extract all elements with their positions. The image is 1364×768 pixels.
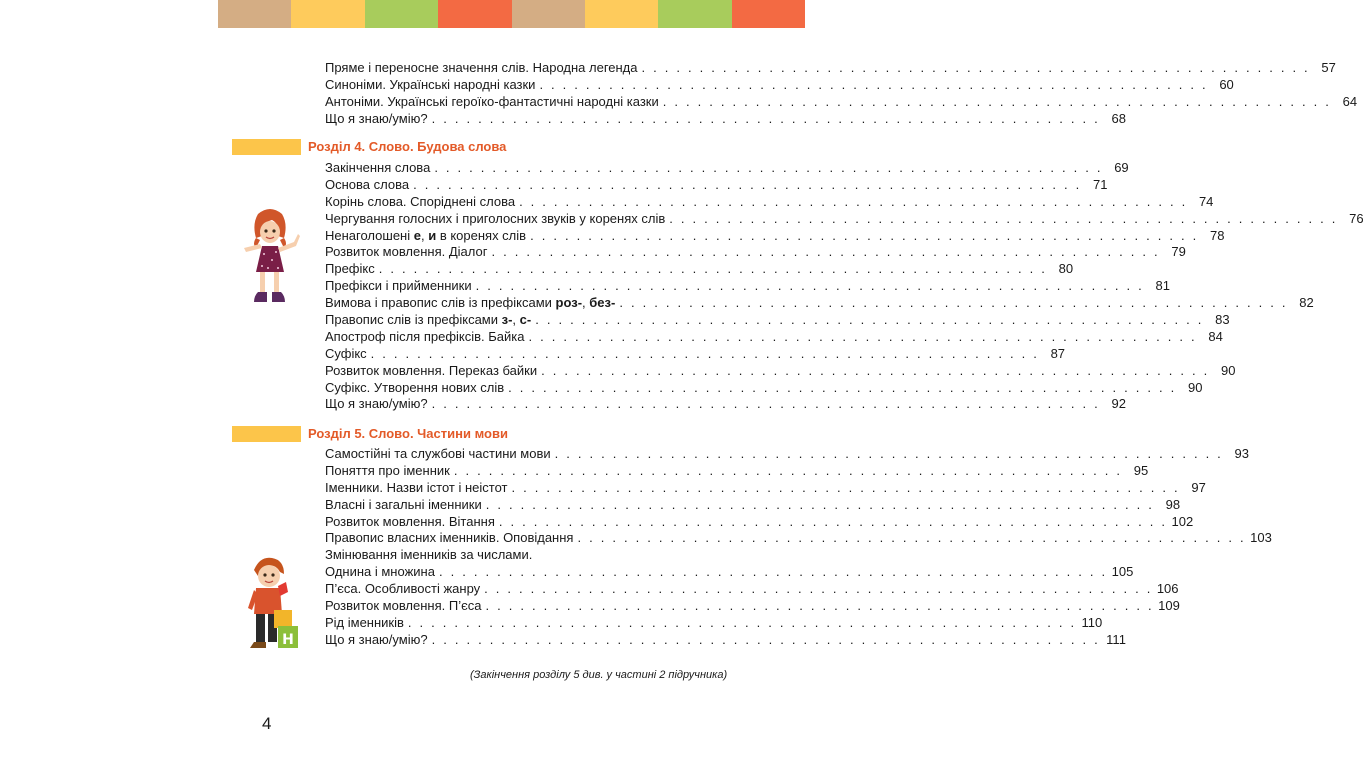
toc-entry-page: 69	[1114, 160, 1129, 175]
toc-entry-part: ,	[512, 312, 520, 328]
toc-entry[interactable]	[325, 244, 1186, 261]
leader-dots: . . . . . . . . . . . . . . . . . . . . . . . . . . . . . . . . . . . . . . . . . . . . . . . . . . . . . . . . . .	[530, 227, 1199, 243]
leader-dots: . . . . . . . . . . . . . . . . . . . . . . . . . . . . . . . . . . . . . . . . . . . . . . . . . . . . . . . . . .	[508, 379, 1177, 395]
toc-entry-page: 106	[1156, 581, 1179, 597]
toc-entry-title: Що я знаю/умію?	[325, 396, 428, 412]
leader-dots: . . . . . . . . . . . . . . . . . . . . . . . . . . . . . . . . . . . . . . . . . . . . . . . . . . . . . . . . . .	[413, 176, 1082, 192]
leader-dots: . . . . . . . . . . . . . . . . . . . . . . . . . . . . . . . . . . . . . . . . . . . . . . . . . . . . . . . . . .	[511, 479, 1180, 495]
toc-entry-page: 97	[1191, 479, 1206, 495]
toc-entry-label: Змінювання іменників за числами.	[325, 547, 533, 563]
toc-entry-page: 74	[1198, 193, 1214, 209]
leader-dots: . . . . . . . . . . . . . . . . . . . . . . . . . . . . . . . . . . . . . . . . . . . . . . . . . . . . . . . . . .	[438, 564, 1108, 580]
stripe-segment	[658, 0, 731, 28]
toc-entry-title: Поняття про іменник	[325, 462, 450, 478]
toc-entry[interactable]	[325, 345, 1066, 363]
stripe-segment	[365, 0, 438, 28]
toc-entry-page: 84	[1208, 328, 1223, 344]
toc-entry-page: 83	[1215, 312, 1230, 328]
leader-dots: . . . . . . . . . . . . . . . . . . . . . . . . . . . . . . . . . . . . . . . . . . . . . . . . . . . . . . . . . .	[485, 496, 1155, 512]
leader-dots: . . . . . . . . . . . . . . . . . . . . . . . . . . . . . . . . . . . . . . . . . . . . . . . . . . . . . . . . . .	[475, 278, 1144, 294]
leader-dots: . . . . . . . . . . . . . . . . . . . . . . . . . . . . . . . . . . . . . . . . . . . . . . . . . . . . . . . . . .	[491, 244, 1160, 260]
leader-dots: . . . . . . . . . . . . . . . . . . . . . . . . . . . . . . . . . . . . . . . . . . . . . . . . . . . . . . . . . .	[498, 513, 1168, 529]
toc-entry-page: 90	[1188, 379, 1203, 395]
toc-entry[interactable]	[325, 110, 1126, 128]
toc-entry-title	[325, 295, 615, 312]
toc-entry[interactable]	[325, 614, 1103, 632]
toc-entry-part: ,	[582, 295, 590, 311]
toc-entry-bold-part: з-	[501, 312, 513, 328]
stripe-segment	[218, 0, 291, 28]
toc-entry-title	[325, 312, 531, 329]
toc-list-section-5	[325, 446, 1272, 649]
toc-entry-bold-part: и	[428, 227, 437, 243]
toc-entry-part: в коренях слів	[436, 227, 527, 243]
toc-entry-bold-part: роз-	[555, 295, 583, 311]
toc-entry-title: Іменники. Назви істот і неістот	[325, 479, 508, 495]
toc-entry-page: 111	[1106, 631, 1126, 647]
leader-dots: . . . . . . . . . . . . . . . . . . . . . . . . . . . . . . . . . . . . . . . . . . . . . . . . . . . . . . . . . .	[431, 110, 1100, 126]
toc-entry-title: Закінчення слова	[325, 160, 431, 175]
toc-entry[interactable]	[325, 396, 1126, 413]
decorative-color-stripe	[218, 0, 805, 28]
stripe-segment	[732, 0, 805, 28]
toc-entry-page: 80	[1058, 261, 1074, 277]
toc-entry[interactable]	[325, 295, 1314, 312]
toc-entry-title: Власні і загальні іменники	[325, 496, 482, 512]
toc-entry-page: 71	[1092, 176, 1108, 192]
toc-entry-title: Правопис власних іменників. Оповідання	[325, 530, 574, 546]
toc-entry[interactable]	[325, 328, 1223, 346]
toc-entry-title: Апостроф після префіксів. Байка	[325, 328, 525, 344]
toc-entry[interactable]	[325, 312, 1230, 329]
stripe-segment	[291, 0, 364, 28]
stripe-segment	[585, 0, 658, 28]
leader-dots: . . . . . . . . . . . . . . . . . . . . . . . . . . . . . . . . . . . . . . . . . . . . . . . . . . . . . . . . . .	[485, 598, 1154, 614]
toc-entry[interactable]	[325, 93, 1358, 111]
leader-dots: . . . . . . . . . . . . . . . . . . . . . . . . . . . . . . . . . . . . . . . . . . . . . . . . . . . . . . . . . .	[370, 345, 1040, 361]
toc-entry-title: Однина і множина	[325, 564, 435, 580]
leader-dots: . . . . . . . . . . . . . . . . . . . . . . . . . . . . . . . . . . . . . . . . . . . . . . . . . . . . . . . . . .	[619, 295, 1288, 311]
boy-illustration	[240, 556, 302, 652]
toc-entry[interactable]	[325, 462, 1149, 480]
toc-entry-title: Що я знаю/умію?	[325, 631, 428, 647]
toc-entry[interactable]	[325, 598, 1180, 615]
toc-entry-title: Розвиток мовлення. Діалог	[325, 244, 488, 260]
leader-dots: . . . . . . . . . . . . . . . . . . . . . . . . . . . . . . . . . . . . . . . . . . . . . . . . . . . . . . . . . .	[484, 581, 1153, 597]
stripe-segment	[512, 0, 585, 28]
toc-entry-page: 68	[1111, 110, 1126, 126]
toc-entry[interactable]	[325, 362, 1236, 380]
toc-entry-title: Суфікс	[325, 345, 367, 361]
leader-dots: . . . . . . . . . . . . . . . . . . . . . . . . . . . . . . . . . . . . . . . . . . . . . . . . . . . . . . . . . .	[641, 60, 1310, 75]
toc-entry-title: Розвиток мовлення. П’єса	[325, 598, 482, 614]
toc-entry-title: Основа слова	[325, 176, 410, 192]
toc-list-previous-section	[325, 60, 1358, 128]
toc-entry[interactable]	[325, 210, 1364, 228]
toc-entry-title: Префікс	[325, 261, 375, 277]
toc-entry[interactable]	[325, 176, 1108, 194]
toc-entry[interactable]	[325, 261, 1074, 278]
toc-entry-page: 95	[1133, 462, 1149, 478]
leader-dots: . . . . . . . . . . . . . . . . . . . . . . . . . . . . . . . . . . . . . . . . . . . . . . . . . . . . . . . . . .	[662, 93, 1332, 109]
toc-entry-page: 102	[1171, 513, 1194, 529]
toc-entry-bold-part: е	[413, 227, 421, 243]
toc-entry-page: 105	[1111, 564, 1134, 580]
toc-entry[interactable]	[325, 446, 1249, 463]
leader-dots: . . . . . . . . . . . . . . . . . . . . . . . . . . . . . . . . . . . . . . . . . . . . . . . . . . . . . . . . . .	[519, 193, 1188, 209]
toc-entry-title: Пряме і переносне значення слів. Народна легенда	[325, 60, 638, 75]
toc-entry-page: 57	[1321, 60, 1336, 75]
section-5-bar	[232, 426, 301, 442]
toc-entry-bold-part: с-	[519, 312, 532, 328]
toc-entry[interactable]	[325, 564, 1134, 581]
toc-entry-title: Префікси і прийменники	[325, 278, 472, 294]
stripe-segment	[438, 0, 511, 28]
toc-entry-page: 64	[1342, 93, 1358, 109]
toc-entry-title: Суфікс. Утворення нових слів	[325, 379, 505, 395]
toc-entry-part: ,	[420, 227, 429, 243]
toc-entry-page: 103	[1250, 530, 1272, 546]
toc-entry[interactable]	[325, 193, 1214, 211]
toc-entry-page: 78	[1209, 227, 1225, 243]
toc-entry-page: 98	[1165, 496, 1181, 512]
toc-entry-title: Розвиток мовлення. Вітання	[325, 513, 495, 529]
toc-entry-page: 110	[1081, 614, 1103, 630]
toc-entry	[325, 547, 753, 564]
toc-entry[interactable]	[325, 513, 1194, 531]
toc-entry[interactable]	[325, 479, 1206, 497]
toc-entry-page: 82	[1299, 295, 1314, 311]
toc-entry[interactable]	[325, 76, 1234, 94]
section-4-heading: Розділ 4. Слово. Будова слова	[308, 139, 507, 154]
toc-entry[interactable]	[325, 581, 1179, 598]
toc-entry-title: Антоніми. Українські героїко-фантастичні народні казки	[325, 93, 659, 109]
leader-dots: . . . . . . . . . . . . . . . . . . . . . . . . . . . . . . . . . . . . . . . . . . . . . . . . . . . . . . . . . .	[407, 614, 1077, 630]
toc-entry-title: Рід іменників	[325, 614, 404, 630]
leader-dots: . . . . . . . . . . . . . . . . . . . . . . . . . . . . . . . . . . . . . . . . . . . . . . . . . . . . . . . . . .	[378, 261, 1048, 277]
toc-entry-page: 90	[1221, 362, 1236, 378]
toc-entry-page: 87	[1050, 345, 1066, 361]
leader-dots: . . . . . . . . . . . . . . . . . . . . . . . . . . . . . . . . . . . . . . . . . . . . . . . . . . . . . . . . . .	[554, 446, 1223, 461]
toc-entry-title: Розвиток мовлення. Переказ байки	[325, 362, 538, 378]
leader-dots: . . . . . . . . . . . . . . . . . . . . . . . . . . . . . . . . . . . . . . . . . . . . . . . . . . . . . . . . . .	[669, 210, 1338, 226]
toc-entry[interactable]	[325, 278, 1170, 295]
svg-text:Н: Н	[282, 632, 294, 648]
toc-entry-bold-part: без-	[589, 295, 616, 311]
toc-entry-page: 76	[1349, 210, 1364, 226]
leader-dots: . . . . . . . . . . . . . . . . . . . . . . . . . . . . . . . . . . . . . . . . . . . . . . . . . . . . . . . . . .	[453, 462, 1123, 478]
section-5-heading: Розділ 5. Слово. Частини мови	[308, 426, 508, 441]
toc-entry[interactable]	[325, 160, 1129, 177]
leader-dots: . . . . . . . . . . . . . . . . . . . . . . . . . . . . . . . . . . . . . . . . . . . . . . . . . . . . . . . . . .	[528, 328, 1197, 344]
toc-entry-page: 92	[1111, 396, 1126, 412]
leader-dots: . . . . . . . . . . . . . . . . . . . . . . . . . . . . . . . . . . . . . . . . . . . . . . . . . . . . . . . . . .	[539, 76, 1208, 92]
girl-illustration	[238, 208, 304, 306]
leader-dots: . . . . . . . . . . . . . . . . . . . . . . . . . . . . . . . . . . . . . . . . . . . . . . . . . . . . . . . . . .	[541, 362, 1210, 378]
toc-entry-page: 109	[1158, 598, 1180, 614]
toc-entry[interactable]	[325, 379, 1203, 397]
leader-dots: . . . . . . . . . . . . . . . . . . . . . . . . . . . . . . . . . . . . . . . . . . . . . . . . . . . . . . . . . .	[535, 312, 1204, 328]
toc-entry[interactable]	[325, 631, 1126, 649]
toc-entry-part: Вимова і правопис слів із префіксами	[325, 295, 556, 311]
toc-entry[interactable]	[325, 496, 1181, 514]
leader-dots: . . . . . . . . . . . . . . . . . . . . . . . . . . . . . . . . . . . . . . . . . . . . . . . . . . . . . . . . . .	[434, 160, 1103, 175]
toc-entry-title: П’єса. Особливості жанру	[325, 581, 481, 597]
toc-entry-page: 81	[1155, 278, 1170, 294]
toc-list-section-4	[325, 160, 1364, 413]
leader-dots: . . . . . . . . . . . . . . . . . . . . . . . . . . . . . . . . . . . . . . . . . . . . . . . . . . . . . . . . . .	[431, 396, 1100, 412]
toc-entry[interactable]	[325, 227, 1225, 245]
leader-dots: . . . . . . . . . . . . . . . . . . . . . . . . . . . . . . . . . . . . . . . . . . . . . . . . . . . . . . . . . .	[431, 631, 1100, 647]
toc-entry-page: 60	[1219, 76, 1234, 92]
toc-entry-title: Що я знаю/умію?	[325, 110, 428, 126]
toc-entry[interactable]	[325, 60, 1336, 77]
toc-entry-title: Корінь слова. Споріднені слова	[325, 193, 516, 209]
toc-entry-title: Чергування голосних і приголосних звуків у коренях слів	[325, 210, 666, 226]
toc-entry-title: Самостійні та службові частини мови	[325, 446, 551, 461]
toc-entry-title	[325, 228, 526, 245]
toc-entry-part: Правопис слів із префіксами	[325, 312, 502, 328]
continuation-note: (Закінчення розділу 5 див. у частині 2 підручника)	[470, 669, 728, 681]
toc-entry-page: 79	[1171, 244, 1186, 260]
toc-entry-title: Синоніми. Українські народні казки	[325, 76, 536, 92]
page-number: 4	[262, 714, 272, 733]
toc-entry[interactable]	[325, 530, 1272, 547]
toc-entry-part: Ненаголошені	[325, 227, 414, 243]
section-4-bar	[232, 139, 301, 155]
toc-entry-page: 93	[1234, 446, 1249, 461]
leader-dots: . . . . . . . . . . . . . . . . . . . . . . . . . . . . . . . . . . . . . . . . . . . . . . . . . . . . . . . . . .	[577, 530, 1246, 546]
